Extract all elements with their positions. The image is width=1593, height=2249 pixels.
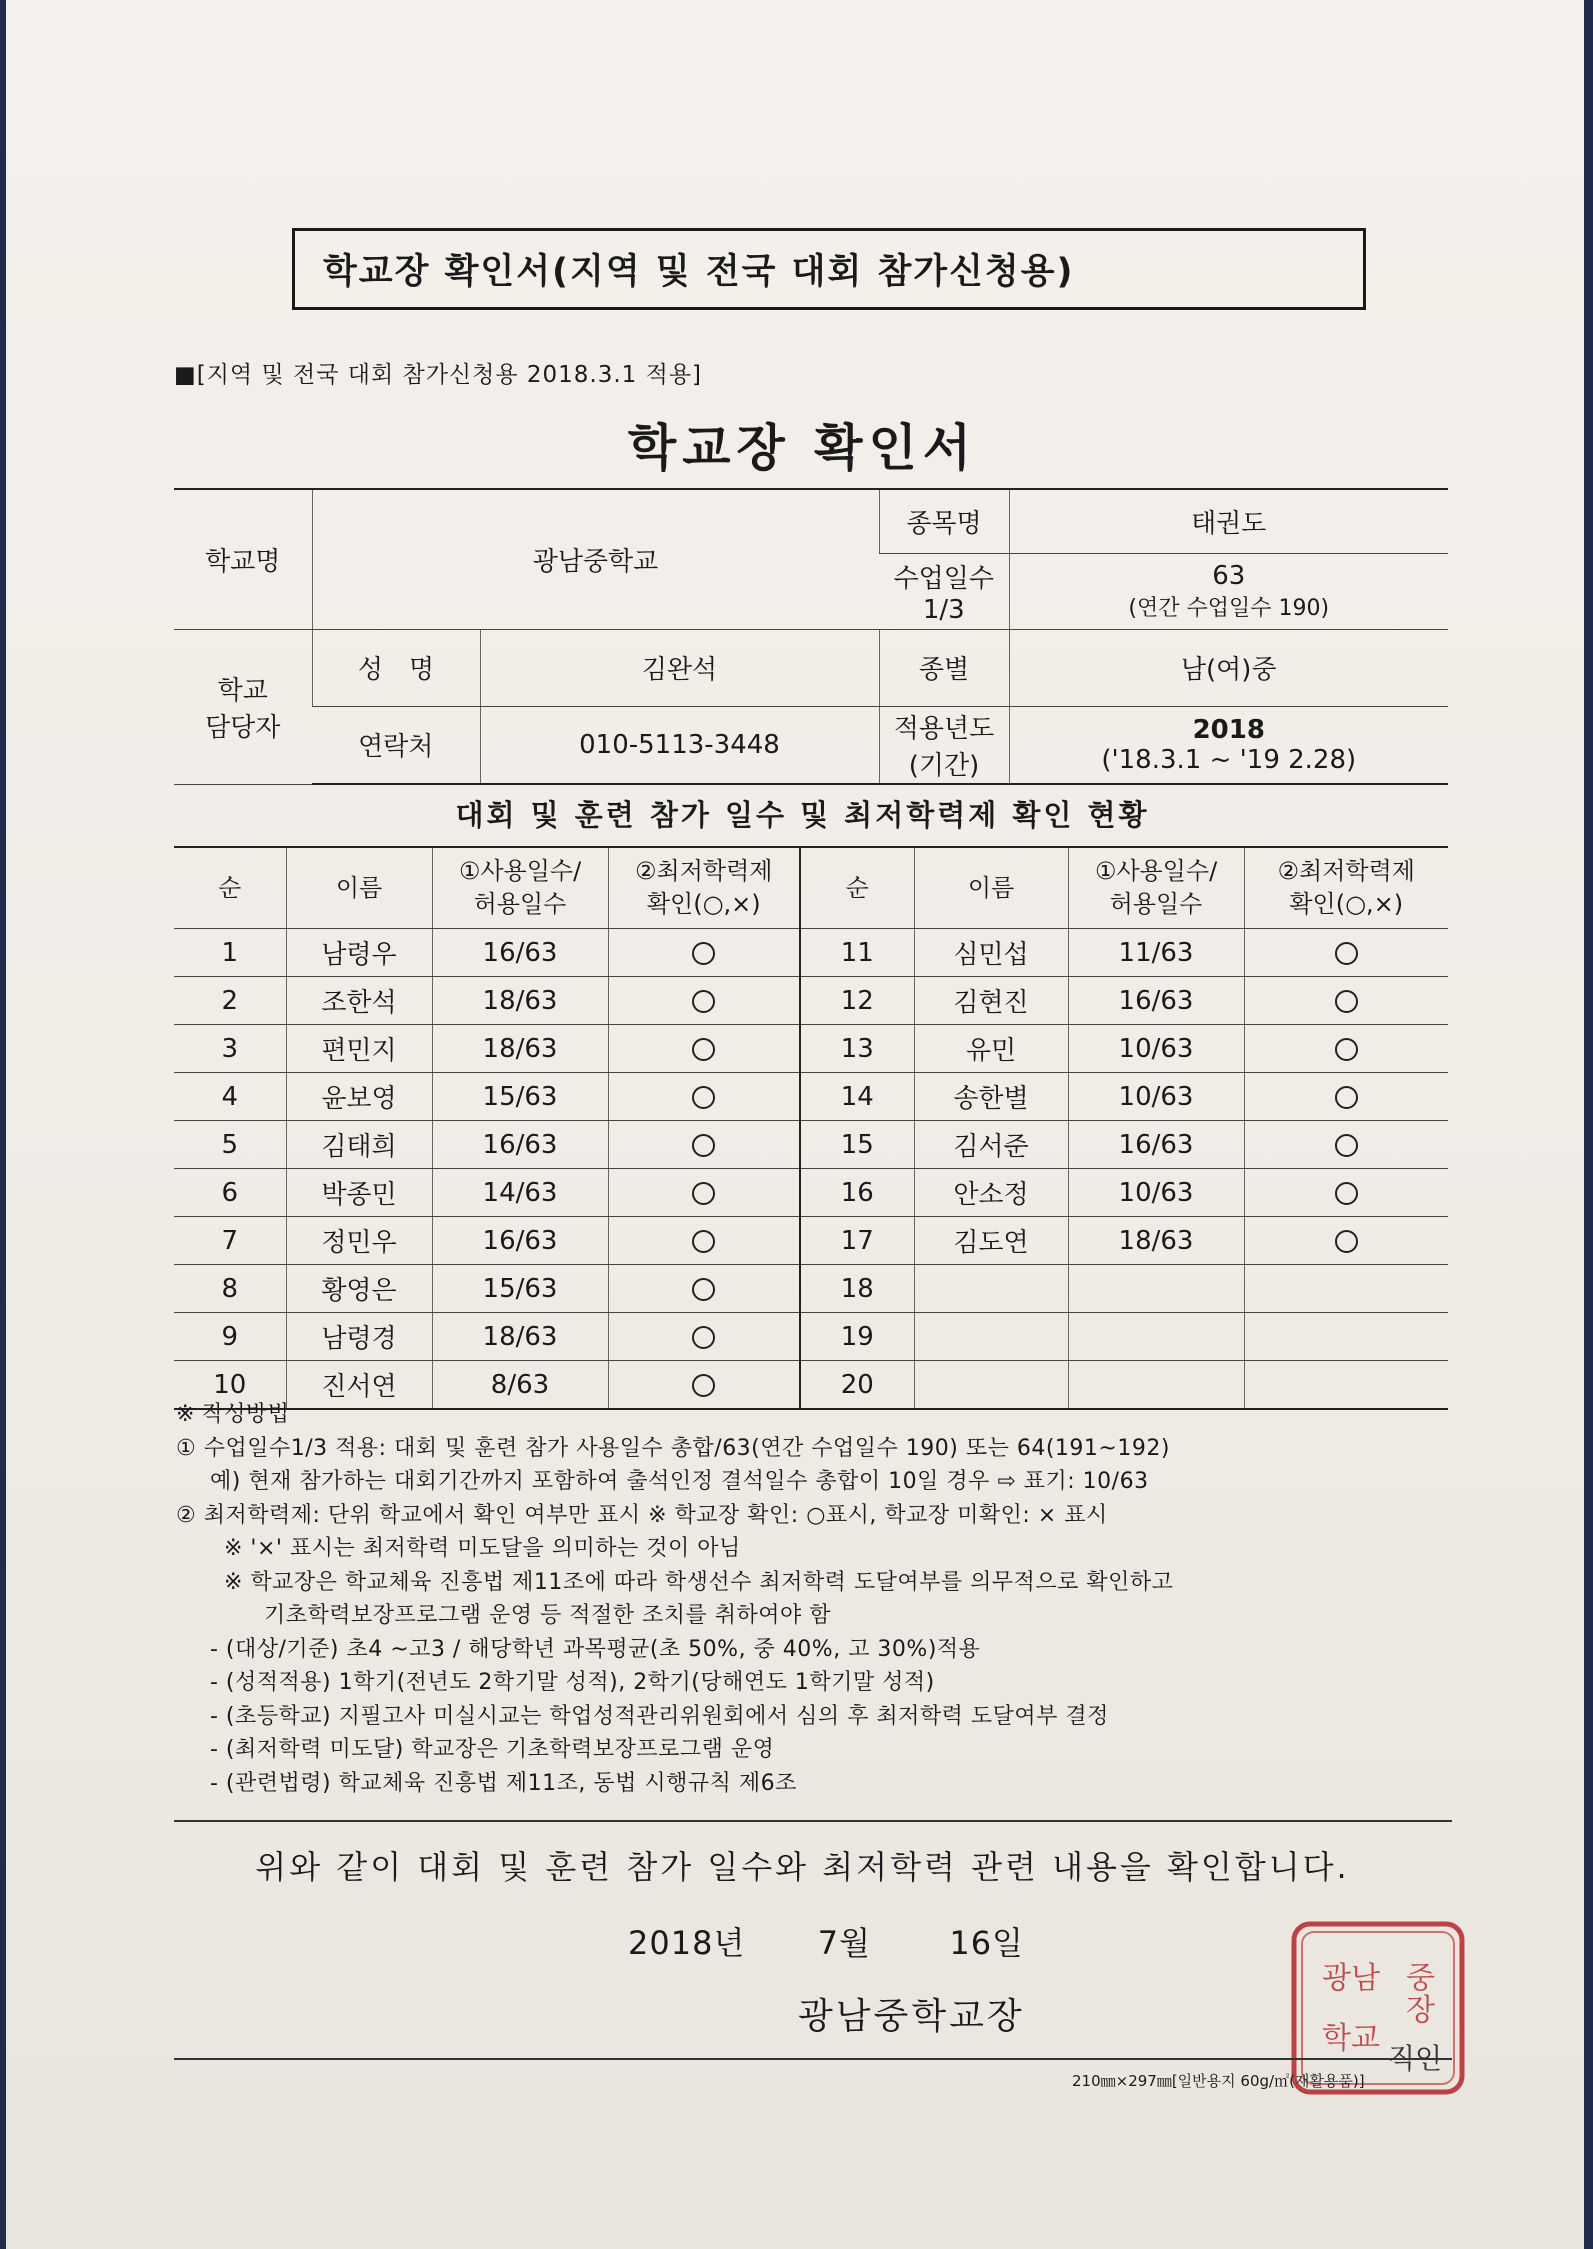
used-days — [1068, 1313, 1244, 1361]
student-name: 김서준 — [914, 1121, 1068, 1169]
school-name-label: 학교명 — [174, 489, 312, 629]
table-row — [174, 1265, 1448, 1313]
header-check-left — [608, 847, 800, 929]
principal-signature: 광남중학교장 — [798, 1996, 1025, 2037]
document-box-title: 학교장 확인서(지역 및 전국 대회 참가신청용) — [323, 252, 1075, 292]
used-days: 18/63 — [432, 1025, 608, 1073]
header-days-line1: ①사용일수/ — [458, 857, 582, 885]
student-name: 김현진 — [914, 977, 1068, 1025]
year-label-line2: (기간) — [908, 750, 980, 781]
note-1-example: 예) 현재 참가하는 대회기간까지 포함하여 출석인정 결석일수 총합이 10일 경우 ⇨ 표기: 10/63 — [210, 1469, 1149, 1494]
minimum-grade-check — [1244, 1025, 1448, 1073]
row-number: 16 — [800, 1169, 914, 1217]
category-value: 남(여)중 — [1009, 629, 1448, 706]
student-name: 윤보영 — [286, 1073, 432, 1121]
roster-section-title: 대회 및 훈련 참가 일수 및 최저학력제 확인 현황 — [455, 798, 1150, 832]
row-number: 14 — [800, 1073, 914, 1121]
table-row — [174, 1073, 1448, 1121]
note-2-a: ※ '×' 표시는 최저학력 미도달을 의미하는 것이 아님 — [224, 1536, 741, 1561]
row-number: 15 — [800, 1121, 914, 1169]
student-name: 황영은 — [286, 1265, 432, 1313]
used-days: 16/63 — [432, 1121, 608, 1169]
used-days: 16/63 — [432, 929, 608, 977]
minimum-grade-check — [608, 1313, 800, 1361]
circle-check-icon — [1335, 1134, 1358, 1157]
document-paper — [6, 0, 1584, 2249]
used-days: 10/63 — [1068, 1169, 1244, 1217]
minimum-grade-check — [608, 1217, 800, 1265]
minimum-grade-check — [1244, 1073, 1448, 1121]
row-number: 6 — [174, 1169, 286, 1217]
used-days: 15/63 — [432, 1073, 608, 1121]
main-title: 학교장 확인서 — [627, 419, 978, 477]
note-2-b-continued: 기초학력보장프로그램 운영 등 적절한 조치를 취하여야 함 — [264, 1603, 832, 1628]
writing-instructions — [176, 1398, 1456, 1800]
form-applicability-note: ■[지역 및 전국 대회 참가신청용 2018.3.1 적용] — [174, 362, 703, 388]
year-period: ('18.3.1 ~ '19 2.28) — [1101, 744, 1357, 775]
detail-target: - (대상/기준) 초4 ~고3 / 해당학년 과목평균(초 50%, 중 40%, 고 30%)적용 — [210, 1636, 981, 1662]
manager-label-line1: 학교 — [217, 675, 268, 706]
table-row — [174, 1121, 1448, 1169]
circle-check-icon — [1335, 1086, 1358, 1109]
student-name: 박종민 — [286, 1169, 432, 1217]
circle-check-icon — [692, 1326, 715, 1349]
used-days: 16/63 — [1068, 1121, 1244, 1169]
student-name: 유민 — [914, 1025, 1068, 1073]
minimum-grade-check — [608, 977, 800, 1025]
minimum-grade-check — [608, 1265, 800, 1313]
minimum-grade-check — [608, 1073, 800, 1121]
table-row — [174, 977, 1448, 1025]
minimum-grade-check — [608, 1169, 800, 1217]
category-label: 종별 — [879, 629, 1009, 706]
student-name: 남령경 — [286, 1313, 432, 1361]
minimum-grade-check — [608, 1121, 800, 1169]
header-days-line1: ①사용일수/ — [1094, 857, 1218, 885]
circle-check-icon — [692, 1230, 715, 1253]
used-days: 16/63 — [432, 1217, 608, 1265]
row-number: 11 — [800, 929, 914, 977]
school-info-table — [174, 488, 1448, 785]
used-days: 11/63 — [1068, 929, 1244, 977]
year-label — [879, 706, 1009, 784]
divider-top — [174, 1820, 1452, 1822]
used-days: 10/63 — [1068, 1073, 1244, 1121]
detail-grade-applied: - (성적적용) 1학기(전년도 2학기말 성적), 2학기(당해연도 1학기말 성적) — [210, 1670, 935, 1695]
seal-text-1: 광남 — [1322, 1961, 1380, 1996]
circle-check-icon — [1335, 1182, 1358, 1205]
minimum-grade-check — [608, 929, 800, 977]
note-1: ① 수업일수1/3 적용: 대회 및 훈련 참가 사용일수 총합/63(연간 수업일수 190) 또는 64(191~192) — [176, 1435, 1170, 1461]
row-number: 10 — [174, 1361, 286, 1410]
header-check-line1: ②최저학력제 — [635, 857, 773, 885]
header-name-right: 이름 — [914, 847, 1068, 929]
manager-label — [174, 629, 312, 784]
used-days: 18/63 — [432, 1313, 608, 1361]
confirmation-statement: 위와 같이 대회 및 훈련 참가 일수와 최저학력 관련 내용을 확인합니다. — [255, 1848, 1350, 1886]
student-name: 심민섭 — [914, 929, 1068, 977]
sport-value: 태권도 — [1009, 489, 1448, 553]
class-days-label-line1: 수업일수 — [893, 563, 994, 594]
circle-check-icon — [692, 1278, 715, 1301]
row-number: 18 — [800, 1265, 914, 1313]
row-number: 3 — [174, 1025, 286, 1073]
table-row — [174, 929, 1448, 977]
row-number: 13 — [800, 1025, 914, 1073]
header-days-right — [1068, 847, 1244, 929]
student-name: 안소정 — [914, 1169, 1068, 1217]
circle-check-icon — [1335, 990, 1358, 1013]
class-days-note: (연간 수업일수 190) — [1128, 595, 1330, 621]
date-day: 16일 — [949, 1924, 1024, 1962]
header-check-line1: ②최저학력제 — [1277, 857, 1415, 885]
seal-text-3: 중 — [1406, 1961, 1435, 1996]
circle-check-icon — [692, 1038, 715, 1061]
class-days-value: 63 — [1212, 560, 1246, 591]
roster-body — [174, 929, 1448, 1410]
minimum-grade-check — [1244, 1265, 1448, 1313]
date-year: 2018년 — [628, 1924, 746, 1962]
header-check-line2: 확인(○,×) — [646, 890, 761, 918]
circle-check-icon — [1335, 1038, 1358, 1061]
row-number: 8 — [174, 1265, 286, 1313]
minimum-grade-check — [1244, 929, 1448, 977]
header-no-right: 순 — [800, 847, 914, 929]
header-days-line2: 허용일수 — [1109, 890, 1203, 918]
student-name: 송한별 — [914, 1073, 1068, 1121]
manager-name-label: 성 명 — [312, 629, 480, 706]
note-2: ② 최저학력제: 단위 학교에서 확인 여부만 표시 ※ 학교장 확인: ○표시, 학교장 미확인: × 표시 — [176, 1502, 1108, 1528]
used-days: 15/63 — [432, 1265, 608, 1313]
minimum-grade-check — [1244, 977, 1448, 1025]
sport-label: 종목명 — [879, 489, 1009, 553]
issue-date — [628, 1918, 1024, 1964]
row-number: 12 — [800, 977, 914, 1025]
table-row — [174, 1313, 1448, 1361]
used-days: 18/63 — [1068, 1217, 1244, 1265]
header-name-left: 이름 — [286, 847, 432, 929]
row-number: 5 — [174, 1121, 286, 1169]
manager-label-line2: 담당자 — [205, 712, 281, 743]
student-name — [914, 1265, 1068, 1313]
circle-check-icon — [692, 1134, 715, 1157]
row-number: 17 — [800, 1217, 914, 1265]
seal-text-5: 직인 — [1388, 2042, 1443, 2075]
table-row — [174, 1025, 1448, 1073]
student-name: 남령우 — [286, 929, 432, 977]
header-no-left: 순 — [174, 847, 286, 929]
circle-check-icon — [1335, 942, 1358, 965]
school-name-value: 광남중학교 — [312, 489, 879, 629]
table-row — [174, 1169, 1448, 1217]
contact-value: 010-5113-3448 — [480, 706, 879, 784]
student-name — [914, 1313, 1068, 1361]
paper-spec-footer: 210㎜×297㎜[일반용지 60g/㎡(재활용품)] — [1072, 2072, 1365, 2090]
note-2-b: ※ 학교장은 학교체육 진흥법 제11조에 따라 학생선수 최저학력 도달여부를 의무적으로 확인하고 — [224, 1569, 1174, 1595]
header-days-left — [432, 847, 608, 929]
detail-below-minimum: - (최저학력 미도달) 학교장은 기초학력보장프로그램 운영 — [210, 1737, 775, 1762]
student-name: 정민우 — [286, 1217, 432, 1265]
student-name: 편민지 — [286, 1025, 432, 1073]
header-check-line2: 확인(○,×) — [1289, 890, 1404, 918]
minimum-grade-check — [1244, 1313, 1448, 1361]
used-days: 16/63 — [1068, 977, 1244, 1025]
student-name: 조한석 — [286, 977, 432, 1025]
row-number: 2 — [174, 977, 286, 1025]
year-value: 2018 — [1192, 714, 1265, 745]
circle-check-icon — [1335, 1230, 1358, 1253]
class-days-label — [879, 553, 1009, 629]
seal-text-2: 학교 — [1322, 2021, 1380, 2056]
circle-check-icon — [692, 1182, 715, 1205]
used-days — [1068, 1265, 1244, 1313]
row-number: 19 — [800, 1313, 914, 1361]
circle-check-icon — [692, 1086, 715, 1109]
year-value-cell — [1009, 706, 1448, 784]
document-title-box — [292, 228, 1366, 310]
notes-heading: ※ 작성방법 — [176, 1402, 290, 1427]
used-days: 8/63 — [432, 1361, 608, 1410]
class-days-label-line2: 1/3 — [922, 594, 965, 625]
divider-bottom — [174, 2058, 1452, 2060]
year-label-line1: 적용년도 — [893, 713, 995, 744]
date-month: 7월 — [817, 1924, 871, 1962]
student-name: 진서연 — [286, 1361, 432, 1410]
used-days: 18/63 — [432, 977, 608, 1025]
header-check-right — [1244, 847, 1448, 929]
detail-elementary: - (초등학교) 지필고사 미실시교는 학업성적관리위원회에서 심의 후 최저학력 도달여부 결정 — [210, 1703, 1109, 1729]
minimum-grade-check — [1244, 1121, 1448, 1169]
used-days: 14/63 — [432, 1169, 608, 1217]
student-name: 김도연 — [914, 1217, 1068, 1265]
row-number: 20 — [800, 1361, 914, 1410]
contact-label: 연락처 — [312, 706, 480, 784]
circle-check-icon — [692, 1374, 715, 1397]
minimum-grade-check — [1244, 1217, 1448, 1265]
table-row — [174, 1217, 1448, 1265]
circle-check-icon — [692, 942, 715, 965]
minimum-grade-check — [1244, 1169, 1448, 1217]
circle-check-icon — [692, 990, 715, 1013]
minimum-grade-check — [608, 1025, 800, 1073]
roster-table — [174, 846, 1448, 1410]
class-days-value-cell — [1009, 553, 1448, 629]
used-days: 10/63 — [1068, 1025, 1244, 1073]
manager-name-value: 김완석 — [480, 629, 879, 706]
row-number: 4 — [174, 1073, 286, 1121]
row-number: 1 — [174, 929, 286, 977]
seal-text-4: 장 — [1406, 1993, 1435, 2028]
row-number: 9 — [174, 1313, 286, 1361]
detail-related-law: - (관련법령) 학교체육 진흥법 제11조, 동법 시행규칙 제6조 — [210, 1770, 797, 1796]
student-name: 김태희 — [286, 1121, 432, 1169]
header-days-line2: 허용일수 — [473, 890, 567, 918]
row-number: 7 — [174, 1217, 286, 1265]
